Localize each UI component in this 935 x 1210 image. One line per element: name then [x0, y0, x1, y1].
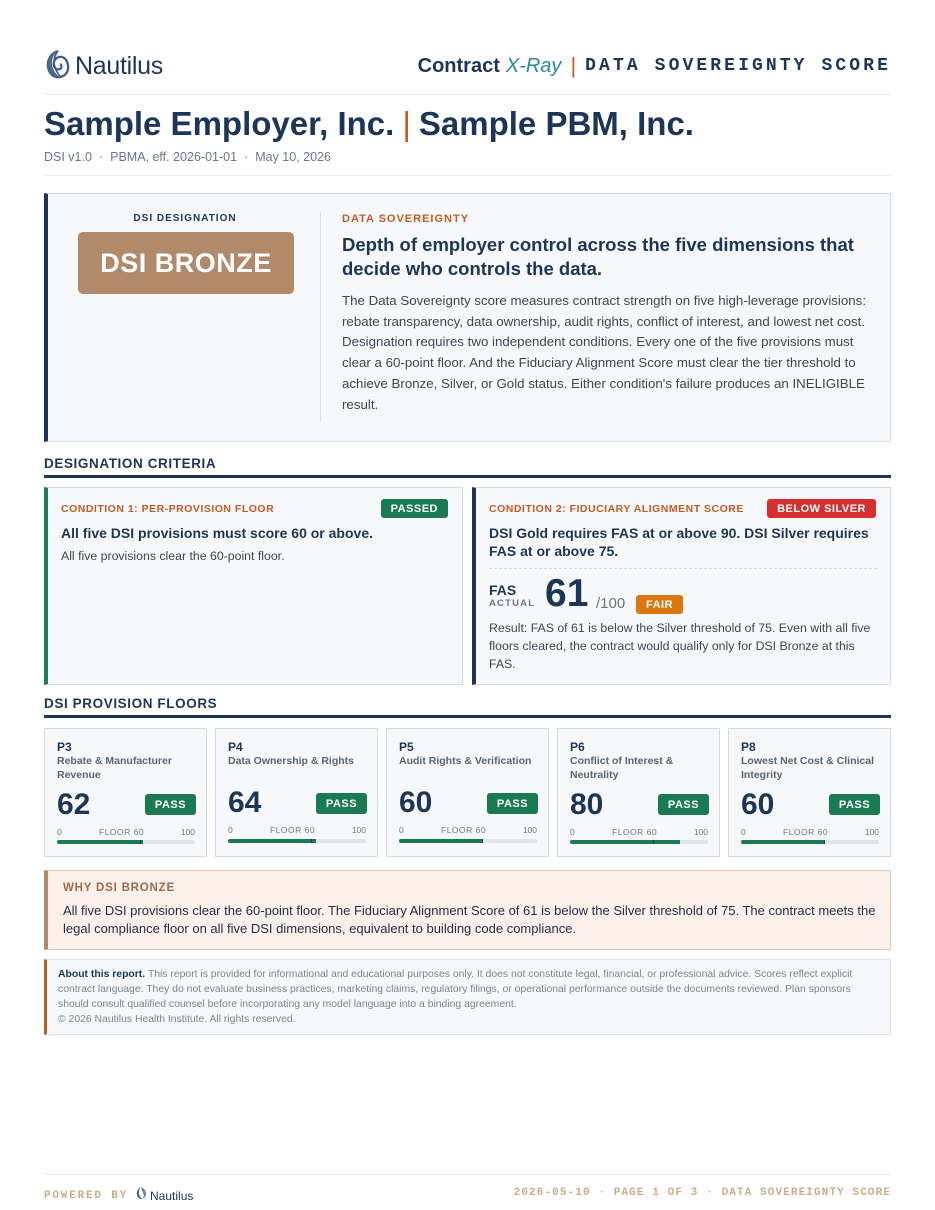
- divider: [489, 568, 877, 569]
- provision-score: 64: [228, 786, 262, 819]
- disclaimer-body: This report is provided for informational and educational purposes only. It does not constitute legal, financial, or professional advice. Scores reflect explicit contract language. They do not evaluate business practices, marketing claims, regulatory filings, or operational performance outside the documents reviewed. Plan sponsors should consult qualified counsel before incorporating any model language into a binding agreement.: [58, 969, 853, 1010]
- provision-score: 60: [741, 788, 775, 821]
- floor-marker: [653, 840, 655, 844]
- brand-wordmark: Nautilus: [75, 52, 163, 80]
- employer-name: Sample Employer, Inc.: [44, 105, 395, 142]
- provision-card-p5: [386, 728, 549, 857]
- provision-card-p4: [215, 728, 378, 857]
- fas-sublabel: ACTUAL: [489, 598, 536, 609]
- provision-name: Lowest Net Cost & Clinical Integrity: [741, 755, 875, 781]
- scale-min: 0: [570, 827, 575, 837]
- pass-badge: PASS: [829, 794, 880, 815]
- designation-summary-card: [44, 193, 891, 442]
- scale-max: 100: [351, 825, 366, 835]
- dsi-version: DSI v1.0: [44, 150, 92, 164]
- meta-dot: ·: [244, 150, 249, 164]
- product-name-contract: Contract: [417, 54, 500, 77]
- meta-dot: ·: [98, 150, 104, 164]
- provision-score: 60: [399, 786, 433, 819]
- report-section-name: DATA SOVEREIGNTY SCORE: [585, 56, 891, 76]
- floor-marker: [482, 839, 484, 843]
- nautilus-shell-icon: [46, 49, 70, 84]
- copyright: © 2026 Nautilus Health Institute. All rights reserved.: [58, 1014, 296, 1025]
- section-headline: Depth of employer control across the five dimensions that decide who controls the data.: [342, 234, 854, 279]
- divider: [44, 175, 891, 176]
- divider: [44, 1174, 891, 1175]
- footer-brand: Nautilus: [150, 1188, 194, 1203]
- why-designation-card: [44, 870, 891, 950]
- floor-marker: [140, 840, 142, 844]
- score-bar: [57, 840, 195, 844]
- scale-floor: FLOOR 60: [270, 825, 316, 835]
- footer-powered-by: [44, 1186, 193, 1205]
- provision-name: Audit Rights & Verification: [399, 755, 532, 767]
- provision-score: 80: [570, 788, 604, 821]
- score-bar: [399, 839, 537, 843]
- footer-page-info: 2026-05-10 · PAGE 1 OF 3 · DATA SOVEREIGNTY SCORE: [513, 1187, 891, 1199]
- condition-headline: DSI Gold requires FAS at or above 90. DSI Silver requires FAS at or above 75.: [489, 525, 869, 559]
- designation-badge: DSI BRONZE: [78, 232, 294, 294]
- criteria-heading: DESIGNATION CRITERIA: [44, 456, 891, 478]
- scale-max: 100: [180, 827, 195, 837]
- pass-badge: PASS: [316, 793, 367, 814]
- provision-id: P5: [399, 740, 414, 754]
- provision-card-p3: [44, 728, 207, 857]
- scale-floor: FLOOR 60: [99, 827, 145, 837]
- scale-min: 0: [399, 825, 404, 835]
- page-title: [44, 105, 694, 143]
- pass-badge: PASS: [487, 793, 538, 814]
- product-name-xray: X-Ray: [505, 54, 562, 77]
- provision-id: P6: [570, 740, 585, 754]
- score-bar: [570, 840, 708, 844]
- scale-floor: FLOOR 60: [441, 825, 487, 835]
- fas-result: Result: FAS of 61 is below the Silver threshold of 75. Even with all five floors cleared, the contract would qualify only for DSI Bronze at this FAS.: [489, 621, 871, 671]
- nautilus-shell-icon: [136, 1186, 147, 1205]
- scale-min: 0: [228, 825, 233, 835]
- disclaimer-lead: About this report.: [58, 969, 146, 980]
- section-kicker: DATA SOVEREIGNTY: [342, 213, 470, 225]
- condition-label: CONDITION 1: PER-PROVISION FLOOR: [61, 503, 275, 515]
- score-bar-fill: [57, 840, 143, 844]
- provision-name: Conflict of Interest & Neutrality: [570, 755, 674, 781]
- scale-max: 100: [693, 827, 708, 837]
- provision-name: Data Ownership & Rights: [228, 755, 355, 767]
- fas-score: 61: [545, 572, 589, 615]
- condition-2-card: [472, 487, 891, 685]
- condition-detail: All five provisions clear the 60-point floor.: [61, 549, 285, 563]
- floors-heading: DSI PROVISION FLOORS: [44, 696, 891, 718]
- status-badge: PASSED: [381, 499, 448, 518]
- pbm-name: Sample PBM, Inc.: [418, 105, 694, 142]
- condition-1-card: [44, 487, 463, 685]
- score-bar-fill: [399, 839, 482, 843]
- pass-badge: PASS: [145, 794, 196, 815]
- floor-marker: [824, 840, 826, 844]
- scale-min: 0: [57, 827, 62, 837]
- designation-label: DSI DESIGNATION: [133, 213, 237, 224]
- divider: [320, 212, 321, 422]
- provision-id: P3: [57, 740, 72, 754]
- contract-effective: PBMA, eff. 2026-01-01: [110, 150, 238, 164]
- report-meta: [44, 150, 331, 164]
- scale-max: 100: [864, 827, 879, 837]
- report-date: May 10, 2026: [255, 150, 331, 164]
- score-bar-fill: [741, 840, 824, 844]
- score-bar: [741, 840, 879, 844]
- why-body: All five DSI provisions clear the 60-point floor. The Fiduciary Alignment Score of 61 is below the Silver threshold of 75. The contract meets the legal compliance floor on all five DSI dimensions, equivalent to building code compliance.: [63, 903, 876, 936]
- floor-marker: [311, 839, 313, 843]
- section-body: The Data Sovereignty score measures contract strength on five high-leverage provisions: rebate transparency, data ownership, audit rights, conflict of interest, and lowest net cost. Designation requires two independent conditions. Every one of the five provisions must clear a 60-point floor. And the Fiduciary Alignment Score must clear the tier threshold to achieve Bronze, Silver, or Gold status. Either condition's failure produces an INELIGIBLE result.: [342, 293, 867, 412]
- powered-by-label: POWERED BY: [44, 1189, 129, 1202]
- disclaimer: [44, 959, 891, 1035]
- fas-max: /100: [596, 595, 626, 612]
- score-bar-fill: [228, 839, 316, 843]
- provision-card-p8: [728, 728, 891, 857]
- scale-min: 0: [741, 827, 746, 837]
- provision-name: Rebate & Manufacturer Revenue: [57, 755, 172, 781]
- why-label: WHY DSI BRONZE: [63, 882, 175, 894]
- provision-id: P8: [741, 740, 756, 754]
- report-header: [44, 44, 891, 95]
- provision-card-p6: [557, 728, 720, 857]
- brand-logo: [46, 49, 163, 84]
- title-separator: |: [402, 105, 411, 142]
- condition-headline: All five DSI provisions must score 60 or above.: [61, 525, 373, 541]
- scale-max: 100: [522, 825, 537, 835]
- score-bar-fill: [570, 840, 680, 844]
- data-sovereignty-description: [342, 213, 866, 415]
- status-badge: BELOW SILVER: [767, 499, 876, 518]
- score-bar: [228, 839, 366, 843]
- pass-badge: PASS: [658, 794, 709, 815]
- header-separator: |: [570, 53, 577, 78]
- scale-floor: FLOOR 60: [612, 827, 658, 837]
- provision-score: 62: [57, 788, 91, 821]
- condition-label: CONDITION 2: FIDUCIARY ALIGNMENT SCORE: [489, 503, 744, 515]
- product-title: [418, 53, 891, 79]
- fas-rating-badge: FAIR: [636, 595, 683, 614]
- scale-floor: FLOOR 60: [783, 827, 829, 837]
- fas-label: FAS: [489, 582, 517, 598]
- provision-id: P4: [228, 740, 243, 754]
